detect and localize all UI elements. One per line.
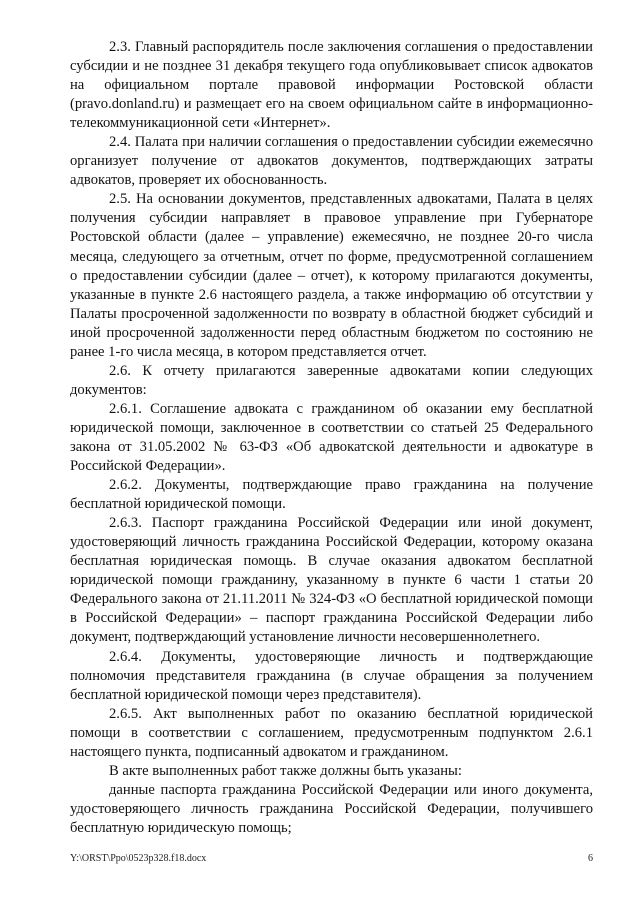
paragraph-2-6-2: 2.6.2. Документы, подтверждающие право гражданина на получение бесплатной юридической помощи. — [70, 477, 593, 513]
paragraph-2-6: 2.6. К отчету прилагаются заверенные адвокатами копии следующих документов: — [70, 362, 593, 398]
document-body — [70, 38, 593, 838]
paragraph-2-4: 2.4. Палата при наличии соглашения о предоставлении субсидии ежемесячно организует получение от адвокатов документов, подтверждающих затраты адвокатов, проверяет их обоснованность. — [70, 134, 593, 189]
paragraph-2-6-5: 2.6.5. Акт выполненных работ по оказанию бесплатной юридической помощи в соответствии с соглашением, предусмотренным подпунктом 2.6.1 настоящего пункта, подписанный адвокатом и гражданином. — [70, 705, 593, 760]
paragraph-2-6-4: 2.6.4. Документы, удостоверяющие личность и подтверждающие полномочия представителя гражданина (в случае обращения за получением бесплатной юридической помощи через представителя). — [70, 648, 593, 703]
paragraph-2-6-3: 2.6.3. Паспорт гражданина Российской Федерации или иной документ, удостоверяющий личность гражданина Российской Федерации, которому оказана бесплатная юридическая помощь. В случае оказания адвокатом бесплатной юридической помощи гражданину, указанному в пункте 6 части 1 статьи 20 Федерального закона от 21.11.2011 № 324-ФЗ «О бесплатной юридической помощи в Российской Федерации» – паспорт гражданина Российской Федерации либо документ, подтверждающий установление личности несовершеннолетнего. — [70, 515, 593, 646]
footer-file-path: Y:\ORST\Ppo\0523p328.f18.docx — [70, 853, 207, 864]
paragraph-2-6-1: 2.6.1. Соглашение адвоката с гражданином об оказании ему бесплатной юридической помощи, заключенное в соответствии со статьей 25 Федерального закона от 31.05.2002 № 63-ФЗ «Об адвокатской деятельности и адвокатуре в Российской Федерации». — [70, 400, 593, 475]
paragraph-2-5: 2.5. На основании документов, представленных адвокатами, Палата в целях получения субсидии направляет в правовое управление при Губернаторе Ростовской области (далее – управление) ежемесячно, не позднее 20-го числа месяца, следующего за отчетным, отчет по форме, предусмотренной соглашением о предоставлении субсидии (далее – отчет), к которому прилагаются документы, указанные в пункте 2.6 настоящего раздела, а также информацию об отсутствии у Палаты просроченной задолженности по возврату в областной бюджет субсидий и иной просроченной задолженности перед областным бюджетом по состоянию не ранее 1-го числа месяца, в котором представляется отчет. — [70, 191, 593, 360]
paragraph-2-3: 2.3. Главный распорядитель после заключения соглашения о предоставлении субсидии и не позднее 31 декабря текущего года опубликовывает список адвокатов на официальном портале правовой информации Ростовской области (pravo.donland.ru) и размещает его на своем официальном сайте в информационно-телекоммуникационной сети «Интернет». — [70, 39, 593, 132]
footer-page-number: 6 — [588, 853, 593, 864]
paragraph-passport-data: данные паспорта гражданина Российской Федерации или иного документа, удостоверяющего личность гражданина Российской Федерации, получившего бесплатную юридическую помощь; — [70, 781, 593, 836]
paragraph-act-intro: В акте выполненных работ также должны быть указаны: — [109, 762, 462, 779]
